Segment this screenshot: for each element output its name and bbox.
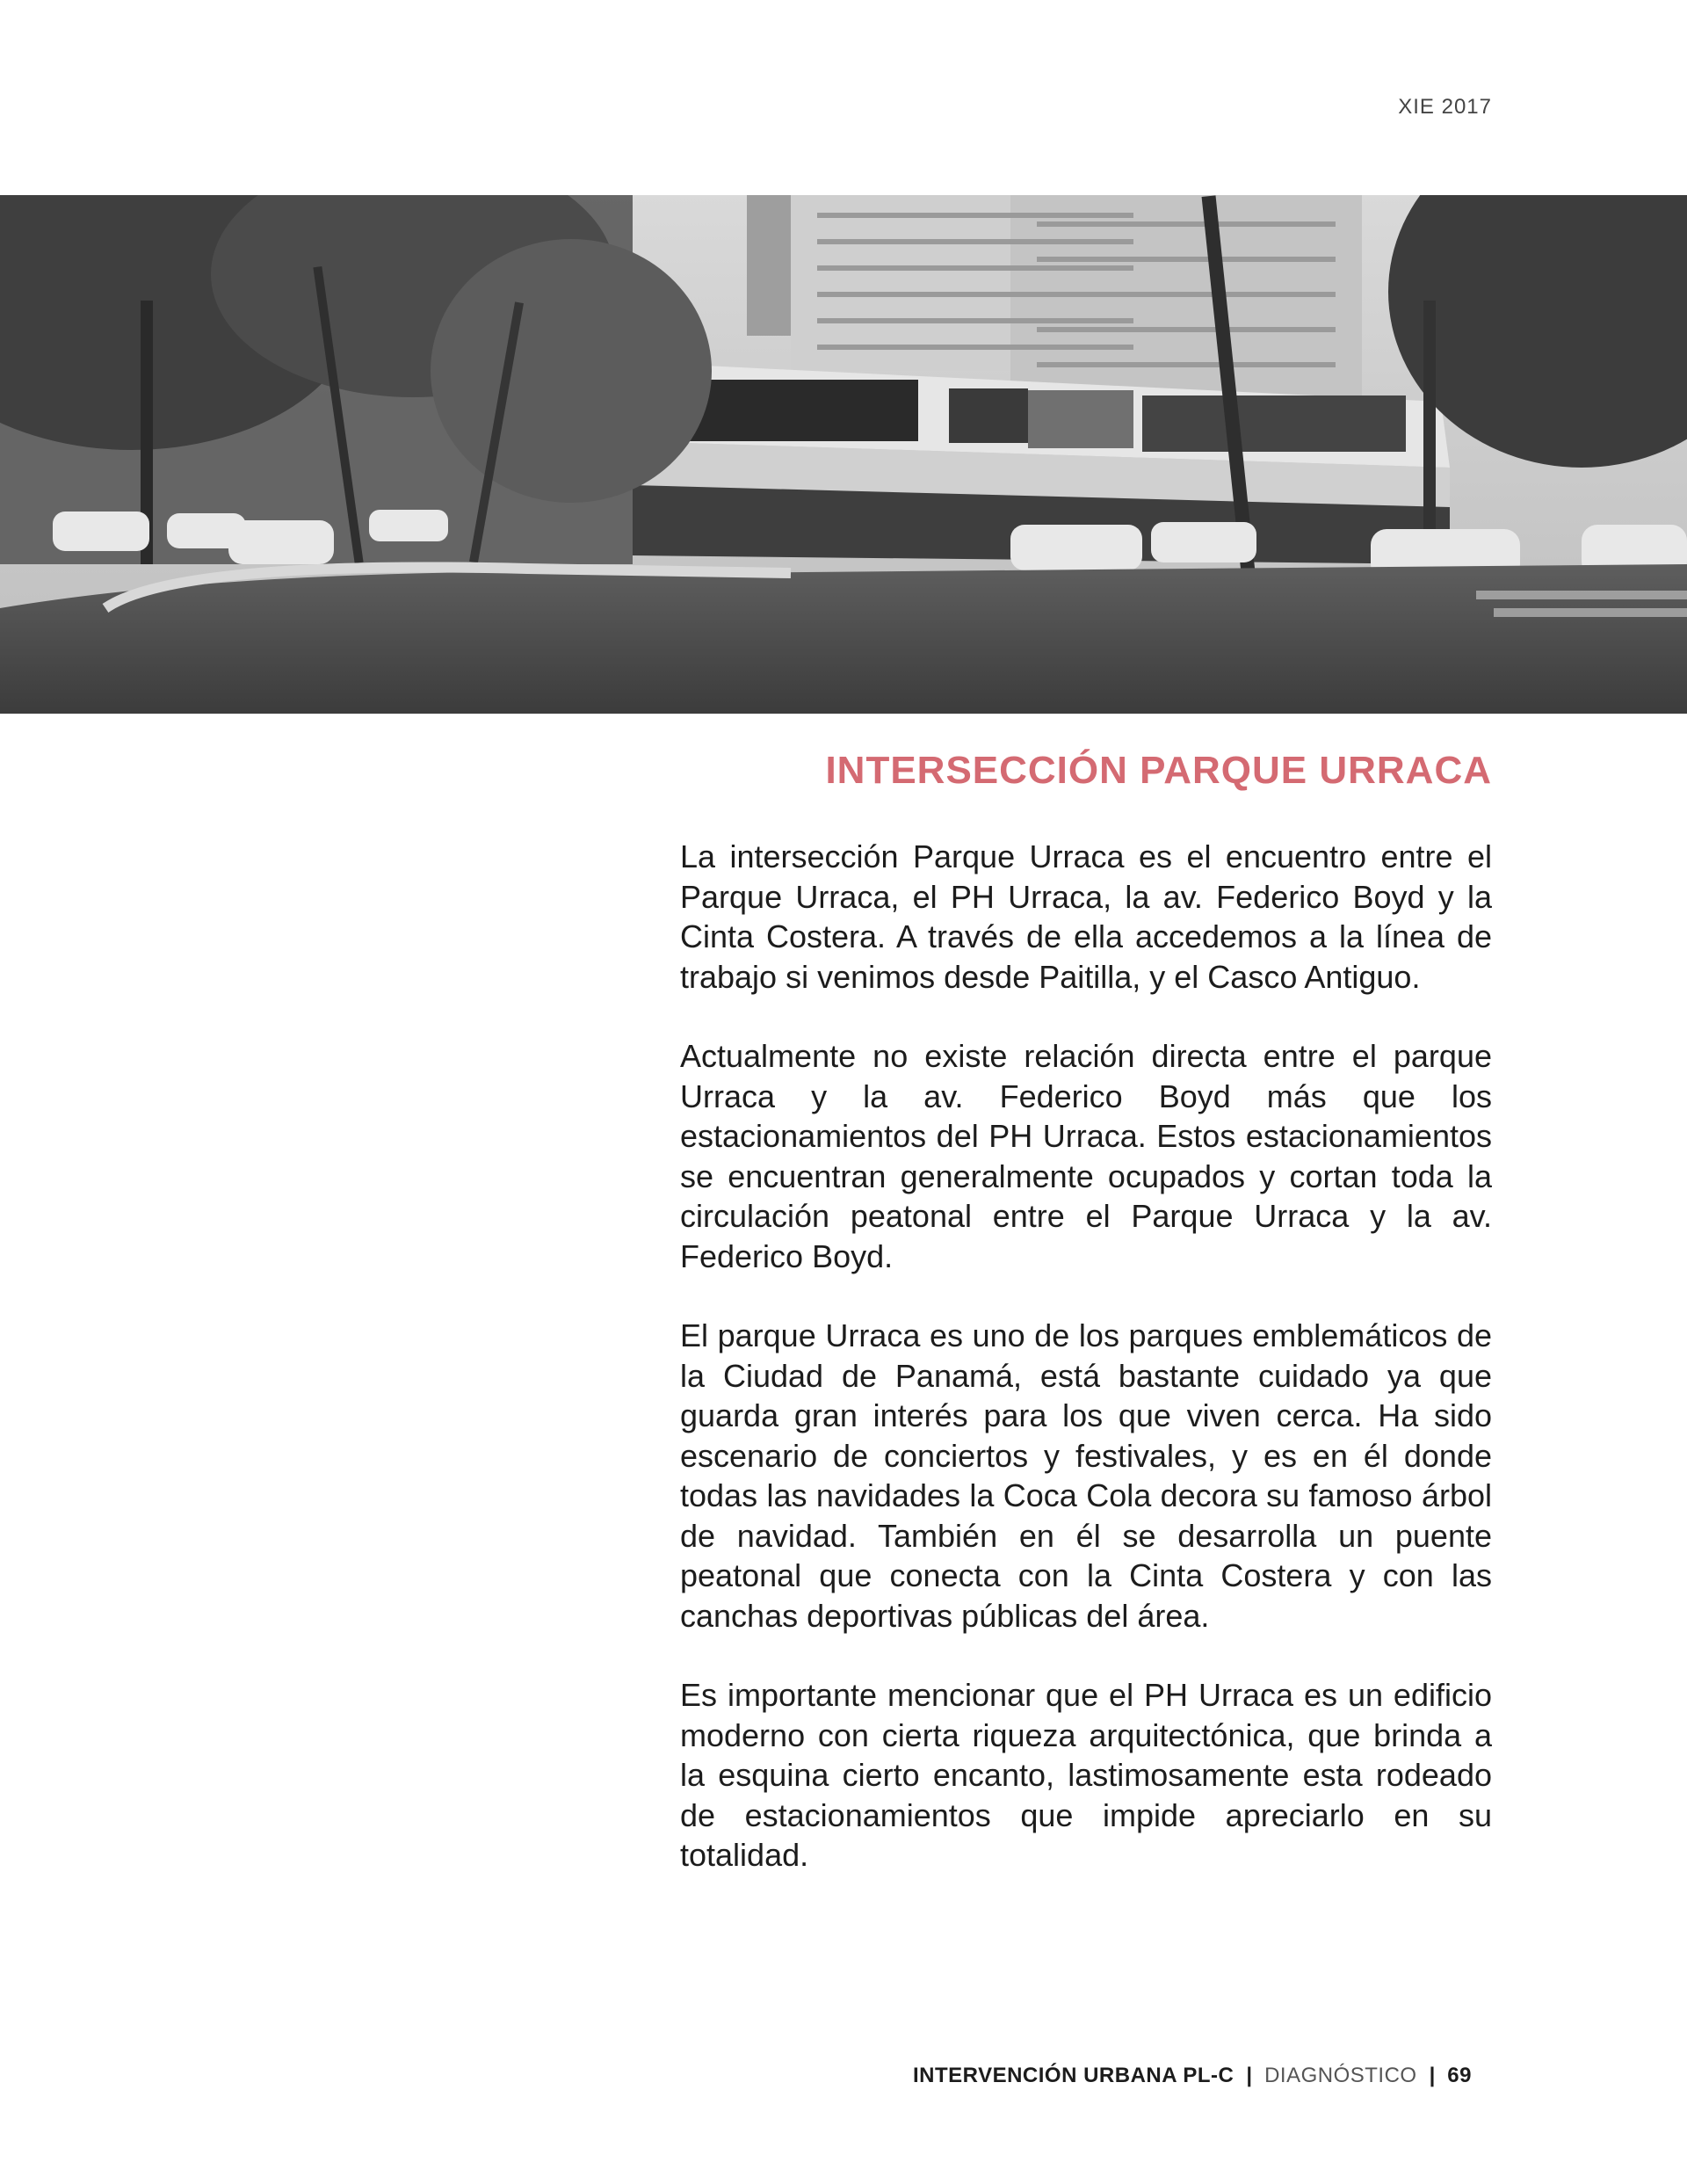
footer-project: INTERVENCIÓN URBANA PL-C bbox=[913, 2064, 1234, 2087]
page-footer bbox=[913, 2064, 1472, 2088]
paragraph: Es importante mencionar que el PH Urraca es un edificio moderno con cierta riqueza arquitectónica, que brinda a la esquina cierto encanto, lastimosamente esta rodeado de estacionamientos que impide apreciarlo en su totalidad. bbox=[680, 1677, 1492, 1873]
footer-section: DIAGNÓSTICO bbox=[1264, 2064, 1417, 2087]
header-tag: XIE 2017 bbox=[1398, 95, 1492, 119]
page-title: INTERSECCIÓN PARQUE URRACA bbox=[825, 749, 1492, 792]
footer-separator: | bbox=[1429, 2064, 1436, 2087]
photo-illustration bbox=[0, 195, 1687, 714]
paragraph: Actualmente no existe relación directa entre el parque Urraca y la av. Federico Boyd más que los estacionamientos del PH Urraca. Estos estacionamientos se encuentran generalmente ocupados y cortan toda la circulación peatonal entre el Parque Urraca y la av. Federico Boyd. bbox=[680, 1038, 1492, 1274]
street-intersection-photo bbox=[0, 195, 1687, 714]
paragraph: El parque Urraca es uno de los parques emblemáticos de la Ciudad de Panamá, está bastante cuidado ya que guarda gran interés para los que viven cerca. Ha sido escenario de conciertos y festivales, y es en él donde todas las navidades la Coca Cola decora su famoso árbol de navidad. También en él se desarrolla un puente peatonal que conecta con la Cinta Costera y con las canchas deportivas públicas del área. bbox=[680, 1317, 1492, 1634]
page-number: 69 bbox=[1447, 2064, 1472, 2087]
footer-separator: | bbox=[1246, 2064, 1253, 2087]
body-text bbox=[680, 837, 1492, 1915]
paragraph: La intersección Parque Urraca es el encuentro entre el Parque Urraca, el PH Urraca, la av. Federico Boyd y la Cinta Costera. A través de ella accedemos a la línea de trabajo si venimos desde Paitilla, y el Casco Antiguo. bbox=[680, 838, 1492, 995]
